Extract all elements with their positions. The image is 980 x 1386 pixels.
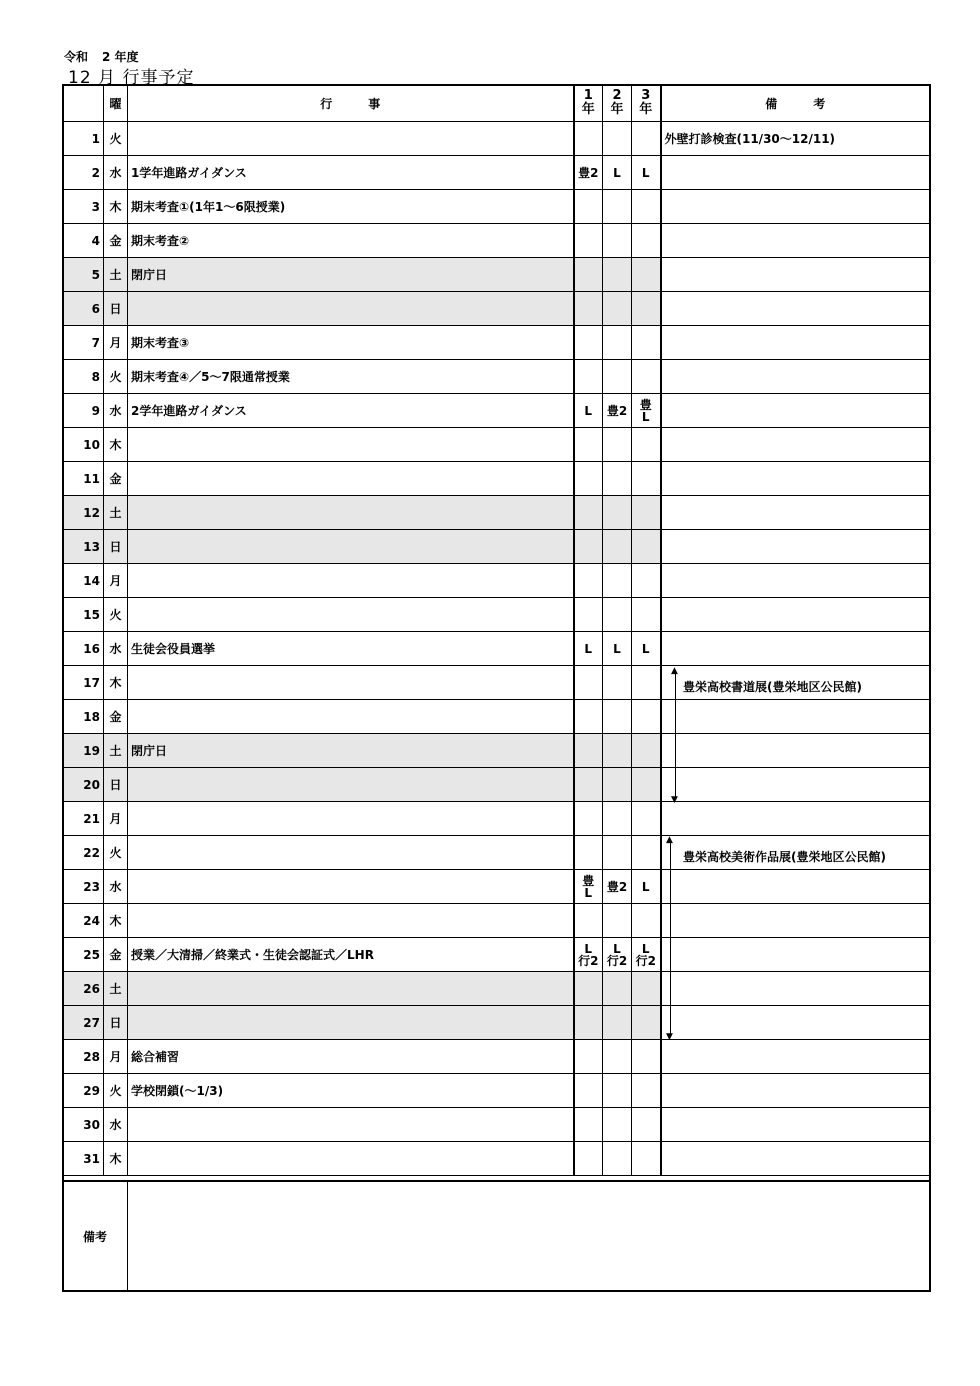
grade2-cell — [603, 1108, 632, 1142]
weekday-cell: 金 — [104, 700, 128, 734]
event-header: 行 事 — [128, 85, 574, 122]
grade2-cell — [603, 122, 632, 156]
grade1-cell — [574, 768, 603, 802]
day-cell: 19 — [63, 734, 104, 768]
exhibition1-span-arrow — [671, 666, 678, 805]
weekday-cell: 月 — [104, 326, 128, 360]
table-row — [63, 564, 930, 598]
event-cell — [128, 836, 574, 870]
day-cell: 5 — [63, 258, 104, 292]
grade3-cell — [632, 1040, 661, 1074]
weekday-cell: 日 — [104, 292, 128, 326]
weekday-cell: 土 — [104, 496, 128, 530]
grade1-cell: 豊 L — [574, 870, 603, 904]
weekday-cell: 木 — [104, 1142, 128, 1176]
day-cell: 9 — [63, 394, 104, 428]
event-cell — [128, 1142, 574, 1176]
event-cell: 閉庁日 — [128, 734, 574, 768]
grade3-cell: L — [632, 632, 661, 666]
table-row — [63, 122, 930, 156]
table-row — [63, 258, 930, 292]
day-cell: 14 — [63, 564, 104, 598]
grade1-cell: L 行2 — [574, 938, 603, 972]
grade2-cell — [603, 1142, 632, 1176]
table-row — [63, 224, 930, 258]
day-cell: 26 — [63, 972, 104, 1006]
remark-cell — [661, 326, 930, 360]
grade2-cell: L — [603, 156, 632, 190]
remark-cell: 外壁打診検査(11/30～12/11) — [661, 122, 930, 156]
exhibition2-span-arrow — [666, 835, 673, 1042]
remark-cell — [661, 190, 930, 224]
grade1-cell: 豊2 — [574, 156, 603, 190]
weekday-cell: 火 — [104, 836, 128, 870]
grade1-cell — [574, 224, 603, 258]
event-cell: 総合補習 — [128, 1040, 574, 1074]
grade2-cell — [603, 360, 632, 394]
event-cell — [128, 802, 574, 836]
exhibition1-label: 豊栄高校書道展(豊栄地区公民館) — [683, 680, 862, 694]
table-row — [63, 700, 930, 734]
remark-cell — [661, 258, 930, 292]
grade1-cell — [574, 734, 603, 768]
day-cell: 18 — [63, 700, 104, 734]
grade1-cell — [574, 1040, 603, 1074]
event-cell — [128, 904, 574, 938]
weekday-cell: 日 — [104, 1006, 128, 1040]
grade3-cell — [632, 1006, 661, 1040]
day-header — [63, 85, 104, 122]
table-row — [63, 360, 930, 394]
event-cell: 生徒会役員選挙 — [128, 632, 574, 666]
remark-cell — [661, 904, 930, 938]
event-cell — [128, 564, 574, 598]
event-cell: 期末考査③ — [128, 326, 574, 360]
grade3-cell — [632, 462, 661, 496]
grade2-cell — [603, 190, 632, 224]
event-cell: 期末考査①(1年1～6限授業) — [128, 190, 574, 224]
remark-cell — [661, 768, 930, 802]
table-row — [63, 190, 930, 224]
event-cell — [128, 428, 574, 462]
grade2-cell — [603, 700, 632, 734]
table-row — [63, 1006, 930, 1040]
remark-cell — [661, 496, 930, 530]
day-cell: 31 — [63, 1142, 104, 1176]
grade1-cell — [574, 1074, 603, 1108]
remark-cell — [661, 632, 930, 666]
grade2-cell — [603, 326, 632, 360]
day-cell: 12 — [63, 496, 104, 530]
weekday-cell: 金 — [104, 938, 128, 972]
grade1-cell — [574, 972, 603, 1006]
arrow-down-icon: ▼ — [666, 1032, 673, 1042]
day-cell: 8 — [63, 360, 104, 394]
weekday-cell: 火 — [104, 360, 128, 394]
grade3-cell — [632, 836, 661, 870]
grade3-cell — [632, 1142, 661, 1176]
grade2-cell — [603, 1040, 632, 1074]
grade2-cell — [603, 224, 632, 258]
grade1-cell — [574, 836, 603, 870]
grade1-cell — [574, 122, 603, 156]
grade2-cell — [603, 564, 632, 598]
weekday-header: 曜 — [104, 85, 128, 122]
grade1-cell — [574, 462, 603, 496]
weekday-cell: 水 — [104, 632, 128, 666]
event-cell: 1学年進路ガイダンス — [128, 156, 574, 190]
grade3-cell — [632, 428, 661, 462]
grade2-cell — [603, 802, 632, 836]
grade3-cell — [632, 224, 661, 258]
grade2-cell — [603, 462, 632, 496]
remark-cell — [661, 530, 930, 564]
event-cell — [128, 870, 574, 904]
grade3-cell — [632, 700, 661, 734]
day-cell: 17 — [63, 666, 104, 700]
table-row — [63, 1074, 930, 1108]
remark-cell — [661, 156, 930, 190]
grade2-cell — [603, 734, 632, 768]
grade1-cell — [574, 326, 603, 360]
grade2-cell — [603, 258, 632, 292]
day-cell: 21 — [63, 802, 104, 836]
weekday-cell: 月 — [104, 802, 128, 836]
event-cell — [128, 462, 574, 496]
day-cell: 3 — [63, 190, 104, 224]
weekday-cell: 土 — [104, 734, 128, 768]
grade3-cell — [632, 734, 661, 768]
weekday-cell: 金 — [104, 462, 128, 496]
table-row — [63, 598, 930, 632]
grade3-cell — [632, 1108, 661, 1142]
era-name: 令和 — [64, 50, 89, 64]
grade3-cell: 豊 L — [632, 394, 661, 428]
weekday-cell: 月 — [104, 1040, 128, 1074]
remark-cell — [661, 938, 930, 972]
grade1-cell: L — [574, 632, 603, 666]
remark-cell — [661, 598, 930, 632]
grade1-cell — [574, 428, 603, 462]
grade1-cell — [574, 190, 603, 224]
exhibition2-label: 豊栄高校美術作品展(豊栄地区公民館) — [683, 850, 886, 864]
day-cell: 2 — [63, 156, 104, 190]
table-row — [63, 394, 930, 428]
event-cell — [128, 292, 574, 326]
notes-table — [62, 1180, 930, 1291]
day-cell: 4 — [63, 224, 104, 258]
event-cell: 学校閉鎖(～1/3) — [128, 1074, 574, 1108]
day-cell: 20 — [63, 768, 104, 802]
remark-cell — [661, 802, 930, 836]
remark-cell — [661, 394, 930, 428]
weekday-cell: 日 — [104, 530, 128, 564]
weekday-cell: 土 — [104, 258, 128, 292]
remarks-header: 備 考 — [661, 85, 930, 122]
notes-label: 備考 — [63, 1181, 128, 1291]
remark-cell — [661, 1142, 930, 1176]
grade2-cell: 豊2 — [603, 870, 632, 904]
grade3-cell: L — [632, 870, 661, 904]
remark-cell — [661, 870, 930, 904]
weekday-cell: 木 — [104, 666, 128, 700]
table-row — [63, 972, 930, 1006]
grade2-cell — [603, 530, 632, 564]
grade3-cell — [632, 802, 661, 836]
table-row — [63, 632, 930, 666]
grade2-cell — [603, 904, 632, 938]
arrow-down-icon: ▼ — [671, 795, 678, 805]
grade1-cell — [574, 1108, 603, 1142]
grade1-cell — [574, 360, 603, 394]
remark-cell — [661, 700, 930, 734]
weekday-cell: 水 — [104, 394, 128, 428]
grade1-cell — [574, 1006, 603, 1040]
event-cell — [128, 530, 574, 564]
grade3-header: 3 年 — [632, 85, 661, 122]
grade1-cell — [574, 700, 603, 734]
grade3-cell — [632, 360, 661, 394]
day-cell: 6 — [63, 292, 104, 326]
weekday-cell: 木 — [104, 428, 128, 462]
day-cell: 23 — [63, 870, 104, 904]
table-row — [63, 462, 930, 496]
remark-cell — [661, 428, 930, 462]
grade1-cell — [574, 666, 603, 700]
table-row — [63, 1142, 930, 1176]
grade1-header: 1 年 — [574, 85, 603, 122]
table-row — [63, 1040, 930, 1074]
grade2-cell — [603, 496, 632, 530]
schedule-table — [62, 84, 930, 1176]
grade3-cell — [632, 190, 661, 224]
arrow-up-icon: ▲ — [671, 666, 678, 676]
grade1-cell — [574, 802, 603, 836]
grade3-cell — [632, 122, 661, 156]
notes-content — [128, 1181, 930, 1291]
grade1-cell: L — [574, 394, 603, 428]
table-row — [63, 326, 930, 360]
grade3-cell — [632, 768, 661, 802]
grade2-cell — [603, 1006, 632, 1040]
grade3-cell — [632, 904, 661, 938]
grade3-cell — [632, 530, 661, 564]
event-cell — [128, 666, 574, 700]
weekday-cell: 水 — [104, 870, 128, 904]
weekday-cell: 火 — [104, 122, 128, 156]
table-header — [63, 85, 930, 122]
grade2-cell: L — [603, 632, 632, 666]
grade3-cell — [632, 326, 661, 360]
weekday-cell: 水 — [104, 156, 128, 190]
grade1-cell — [574, 292, 603, 326]
grade3-cell — [632, 496, 661, 530]
remark-cell — [661, 1108, 930, 1142]
event-cell — [128, 496, 574, 530]
weekday-cell: 土 — [104, 972, 128, 1006]
event-cell — [128, 768, 574, 802]
grade3-cell: L 行2 — [632, 938, 661, 972]
event-cell — [128, 700, 574, 734]
weekday-cell: 木 — [104, 904, 128, 938]
grade2-cell — [603, 1074, 632, 1108]
grade1-cell — [574, 496, 603, 530]
day-cell: 13 — [63, 530, 104, 564]
grade3-cell — [632, 258, 661, 292]
weekday-cell: 火 — [104, 598, 128, 632]
grade2-cell — [603, 666, 632, 700]
event-cell — [128, 1006, 574, 1040]
grade3-cell — [632, 598, 661, 632]
grade1-cell — [574, 258, 603, 292]
grade3-cell — [632, 564, 661, 598]
event-cell — [128, 122, 574, 156]
table-row — [63, 156, 930, 190]
remark-cell — [661, 564, 930, 598]
day-cell: 10 — [63, 428, 104, 462]
grade2-cell — [603, 972, 632, 1006]
remark-cell — [661, 1074, 930, 1108]
day-cell: 1 — [63, 122, 104, 156]
grade2-cell: 豊2 — [603, 394, 632, 428]
weekday-cell: 日 — [104, 768, 128, 802]
day-cell: 28 — [63, 1040, 104, 1074]
weekday-cell: 月 — [104, 564, 128, 598]
remark-cell — [661, 972, 930, 1006]
grade2-cell — [603, 292, 632, 326]
arrow-up-icon: ▲ — [666, 835, 673, 845]
weekday-cell: 木 — [104, 190, 128, 224]
event-cell: 期末考査② — [128, 224, 574, 258]
table-row — [63, 1108, 930, 1142]
remark-cell — [661, 292, 930, 326]
table-row — [63, 802, 930, 836]
day-cell: 7 — [63, 326, 104, 360]
table-row — [63, 870, 930, 904]
grade1-cell — [574, 904, 603, 938]
day-cell: 16 — [63, 632, 104, 666]
page-title: 12 月 行事予定 — [68, 68, 195, 88]
grade2-cell — [603, 768, 632, 802]
weekday-cell: 火 — [104, 1074, 128, 1108]
remark-cell — [661, 1040, 930, 1074]
day-cell: 30 — [63, 1108, 104, 1142]
day-cell: 24 — [63, 904, 104, 938]
grade3-cell — [632, 292, 661, 326]
grade1-cell — [574, 564, 603, 598]
day-cell: 11 — [63, 462, 104, 496]
grade3-cell — [632, 1074, 661, 1108]
remark-cell — [661, 734, 930, 768]
table-row — [63, 768, 930, 802]
grade3-cell — [632, 666, 661, 700]
grade2-header: 2 年 — [603, 85, 632, 122]
grade2-cell — [603, 428, 632, 462]
grade3-cell — [632, 972, 661, 1006]
grade3-cell: L — [632, 156, 661, 190]
grade2-cell — [603, 598, 632, 632]
table-row — [63, 938, 930, 972]
table-row — [63, 904, 930, 938]
event-cell: 期末考査④／5～7限通常授業 — [128, 360, 574, 394]
grade2-cell — [603, 836, 632, 870]
day-cell: 22 — [63, 836, 104, 870]
grade1-cell — [574, 530, 603, 564]
event-cell — [128, 1108, 574, 1142]
grade1-cell — [574, 1142, 603, 1176]
weekday-cell: 金 — [104, 224, 128, 258]
event-cell — [128, 598, 574, 632]
day-cell: 25 — [63, 938, 104, 972]
event-cell: 授業／大清掃／終業式・生徒会認証式／LHR — [128, 938, 574, 972]
remark-cell — [661, 462, 930, 496]
remark-cell — [661, 360, 930, 394]
table-row — [63, 734, 930, 768]
fiscal-year: 2 年度 — [102, 50, 139, 64]
event-cell — [128, 972, 574, 1006]
event-cell: 閉庁日 — [128, 258, 574, 292]
grade1-cell — [574, 598, 603, 632]
grade2-cell: L 行2 — [603, 938, 632, 972]
table-row — [63, 530, 930, 564]
day-cell: 29 — [63, 1074, 104, 1108]
table-row — [63, 496, 930, 530]
day-cell: 15 — [63, 598, 104, 632]
table-row — [63, 292, 930, 326]
remark-cell — [661, 224, 930, 258]
remark-cell — [661, 1006, 930, 1040]
event-cell: 2学年進路ガイダンス — [128, 394, 574, 428]
weekday-cell: 水 — [104, 1108, 128, 1142]
table-row — [63, 428, 930, 462]
day-cell: 27 — [63, 1006, 104, 1040]
